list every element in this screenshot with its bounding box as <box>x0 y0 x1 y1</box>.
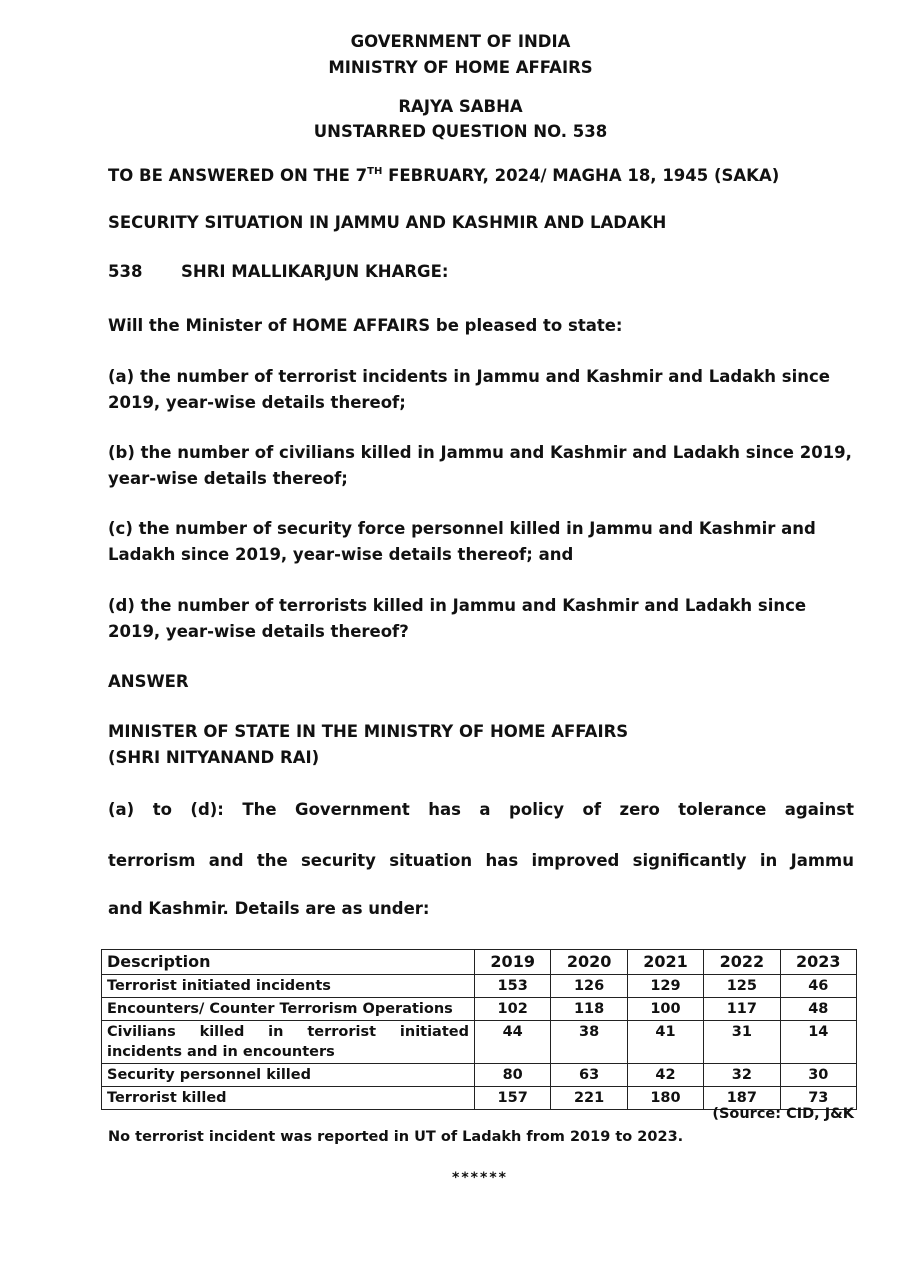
question-number-heading: UNSTARRED QUESTION NO. 538 <box>313 122 608 141</box>
table-row <box>102 975 857 998</box>
table-cell: 14 <box>780 1021 856 1064</box>
table-cell: 153 <box>475 975 551 998</box>
table-cell: 118 <box>551 998 627 1021</box>
table-cell: 125 <box>704 975 780 998</box>
table-cell: 48 <box>780 998 856 1021</box>
question-part-a: (a) the number of terrorist incidents in Jammu and Kashmir and Ladakh since 2019, year-wise details thereof; <box>108 367 830 412</box>
table-cell: 80 <box>475 1064 551 1087</box>
table-cell: 42 <box>627 1064 703 1087</box>
header-year: 2019 <box>475 950 551 975</box>
table-cell: 157 <box>475 1087 551 1110</box>
row-description: Terrorist initiated incidents <box>102 975 475 998</box>
answer-date-sup: TH <box>367 166 383 177</box>
table-cell: 126 <box>551 975 627 998</box>
subject: SECURITY SITUATION IN JAMMU AND KASHMIR AND LADAKH <box>108 213 667 232</box>
answer-date <box>108 166 779 185</box>
answer-date-prefix: TO BE ANSWERED ON THE 7 <box>108 166 368 185</box>
header-year: 2023 <box>780 950 856 975</box>
minister-title: MINISTER OF STATE IN THE MINISTRY OF HOME AFFAIRS <box>108 722 629 741</box>
security-data-table <box>101 949 857 1110</box>
header-year: 2021 <box>627 950 703 975</box>
question-intro: Will the Minister of HOME AFFAIRS be pleased to state: <box>108 316 623 335</box>
table-cell: 44 <box>475 1021 551 1064</box>
row-description: Terrorist killed <box>102 1087 475 1110</box>
question-part-d: (d) the number of terrorists killed in Jammu and Kashmir and Ladakh since 2019, year-wise details thereof? <box>108 596 807 641</box>
table-cell: 30 <box>780 1064 856 1087</box>
table-cell: 38 <box>551 1021 627 1064</box>
question-no: 538 <box>108 262 143 281</box>
answer-heading: ANSWER <box>108 672 189 691</box>
answer-date-suffix: FEBRUARY, 2024/ MAGHA 18, 1945 (SAKA) <box>382 166 780 185</box>
table-cell: 46 <box>780 975 856 998</box>
row-description: Security personnel killed <box>102 1064 475 1087</box>
table-header-row <box>102 950 857 975</box>
row-description: Civilians killed in terrorist initiated incidents and in encounters <box>102 1021 475 1064</box>
header-year: 2020 <box>551 950 627 975</box>
header-description: Description <box>102 950 475 975</box>
table-cell: 180 <box>627 1087 703 1110</box>
table-cell: 100 <box>627 998 703 1021</box>
table-cell: 102 <box>475 998 551 1021</box>
header-year: 2022 <box>704 950 780 975</box>
asked-by: SHRI MALLIKARJUN KHARGE: <box>181 262 449 281</box>
house-heading: RAJYA SABHA <box>398 97 523 116</box>
ministry-heading: MINISTRY OF HOME AFFAIRS <box>328 58 593 77</box>
answer-line-2: terrorism and the security situation has improved significantly in Jammu <box>108 851 854 870</box>
govt-heading: GOVERNMENT OF INDIA <box>350 32 571 51</box>
table-cell: 117 <box>704 998 780 1021</box>
table-row <box>102 998 857 1021</box>
answer-line-3: and Kashmir. Details are as under: <box>108 899 430 918</box>
table-cell: 221 <box>551 1087 627 1110</box>
ladakh-note: No terrorist incident was reported in UT of Ladakh from 2019 to 2023. <box>108 1129 684 1145</box>
source-note: (Source: CID, J&K <box>712 1106 854 1122</box>
row-description: Encounters/ Counter Terrorism Operations <box>102 998 475 1021</box>
table-row <box>102 1064 857 1087</box>
minister-name: (SHRI NITYANAND RAI) <box>108 748 320 767</box>
table-cell: 73 <box>780 1087 856 1110</box>
table-cell: 63 <box>551 1064 627 1087</box>
table-cell: 32 <box>704 1064 780 1087</box>
end-marker: ****** <box>452 1170 508 1186</box>
question-part-b: (b) the number of civilians killed in Jammu and Kashmir and Ladakh since 2019, year-wise details thereof; <box>108 443 852 488</box>
answer-line-1: (a) to (d): The Government has a policy of zero tolerance against <box>108 800 854 819</box>
table-row <box>102 1021 857 1064</box>
question-part-c: (c) the number of security force personnel killed in Jammu and Kashmir and Ladakh since 2019, year-wise details thereof; and <box>108 519 816 564</box>
table-cell: 31 <box>704 1021 780 1064</box>
table-cell: 187 <box>704 1087 780 1110</box>
table-cell: 129 <box>627 975 703 998</box>
table-cell: 41 <box>627 1021 703 1064</box>
